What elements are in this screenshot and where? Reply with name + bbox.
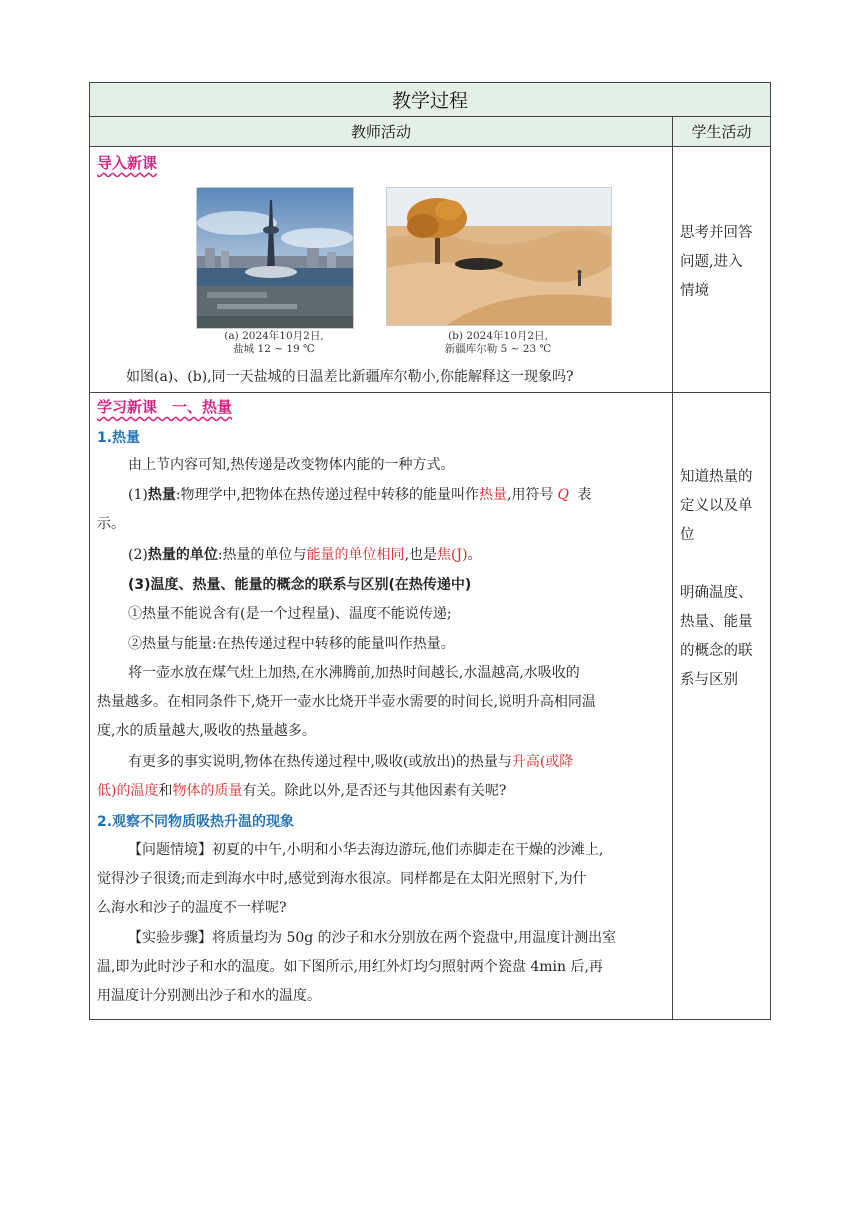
def-text3: 表 — [572, 487, 592, 503]
student-heat-definition — [680, 463, 766, 550]
def-line2: 示。 — [97, 516, 125, 532]
caption-b — [386, 330, 610, 356]
intro-question: 如图(a)、(b),同一天盐城的日温差比新疆库尔勒小,你能解释这一现象吗? — [126, 369, 574, 385]
unit-text3: 。 — [467, 547, 482, 563]
student-concepts — [680, 579, 766, 695]
student1-line3: 位 — [680, 527, 695, 543]
def-symbol: Q — [557, 487, 569, 503]
para-point1: ①热量不能说含有(是一个过程量)、温度不能说传递; — [128, 606, 452, 622]
def-text2: ,用符号 — [507, 487, 554, 503]
intro-student-line1: 思考并回答 — [680, 225, 753, 241]
intro-student-text — [680, 219, 766, 306]
factors-and: 和 — [158, 783, 173, 799]
unit-num: (2) — [128, 547, 148, 563]
problem-line1: 【问题情境】初夏的中午,小明和小华去海边游玩,他们赤脚走在干燥的沙滩上, — [128, 842, 604, 858]
caption-b-line1: (b) 2024年10月2日, — [448, 330, 548, 342]
subsection-2-title: 2.观察不同物质吸热升温的现象 — [97, 814, 295, 830]
student2-line4: 系与区别 — [680, 672, 738, 688]
table-title: 教学过程 — [391, 90, 468, 112]
water-line1: 将一壶水放在煤气灶上加热,在水沸腾前,加热时间越长,水温越高,水吸收的 — [128, 665, 580, 681]
para-factors — [97, 748, 669, 806]
para-intro: 由上节内容可知,热传递是改变物体内能的一种方式。 — [128, 457, 455, 473]
steps-line2: 温,即为此时沙子和水的温度。如下图所示,用红外灯均匀照射两个瓷盘 4min 后,再 — [97, 959, 603, 975]
para-water-example — [97, 659, 669, 746]
intro-student-cell — [673, 147, 770, 392]
factors-text2: 有关。除此以外,是否还与其他因素有关呢? — [242, 783, 507, 799]
caption-b-line2: 新疆库尔勒 5 ~ 23 ℃ — [444, 343, 552, 355]
para-point2: ②热量与能量:在热传递过程中转移的能量叫作热量。 — [128, 636, 455, 652]
desert-tree-image — [387, 188, 611, 325]
city-tower-image — [197, 188, 353, 328]
student2-line2: 热量、能量 — [680, 614, 753, 630]
def-num: (1) — [128, 487, 148, 503]
intro-photos — [90, 187, 673, 357]
intro-teacher-cell — [90, 147, 673, 392]
water-line2: 热量越多。在相同条件下,烧开一壶水比烧开半壶水需要的时间长,说明升高相同温 — [97, 694, 596, 710]
subsection-1-title: 1.热量 — [97, 430, 141, 446]
table-title-row — [90, 83, 770, 117]
para-definition — [97, 481, 669, 539]
problem-line2: 觉得沙子很烫;而走到海水中时,感觉到海水很凉。同样都是在太阳光照射下,为什 — [97, 871, 587, 887]
lesson-student-cell — [673, 393, 770, 1019]
steps-line3: 用温度计分别测出沙子和水的温度。 — [97, 988, 321, 1004]
unit-term: 热量的单位 — [147, 547, 218, 563]
intro-student-line2: 问题,进入 — [680, 254, 743, 270]
lesson-heading: 学习新课 一、热量 — [97, 398, 233, 416]
def-term: 热量 — [147, 487, 176, 503]
para-unit — [97, 541, 669, 570]
para-problem — [97, 836, 669, 923]
water-line3: 度,水的质量越大,吸收的热量越多。 — [97, 723, 316, 739]
steps-line1: 【实验步骤】将质量均为 50g 的沙子和水分别放在两个瓷盘中,用温度计测出室 — [128, 930, 617, 946]
para-concepts-title: (3)温度、热量、能量的概念的联系与区别(在热传递中) — [128, 577, 472, 593]
caption-a-line2: 盐城 12 ~ 19 ℃ — [233, 343, 315, 355]
student2-line1: 明确温度、 — [680, 585, 753, 601]
unit-highlight2: 焦(J) — [437, 547, 468, 563]
photo-korla-desert — [386, 187, 612, 326]
table-header-row — [90, 117, 770, 147]
lesson-row — [90, 393, 770, 1019]
intro-student-line3: 情境 — [680, 283, 709, 299]
lesson-teacher-cell — [90, 393, 673, 1019]
factors-highlight1: 升高(或降 — [511, 754, 574, 770]
teacher-activity-header: 教师活动 — [90, 117, 673, 146]
intro-heading: 导入新课 — [97, 154, 158, 172]
factors-highlight3: 物体的质量 — [172, 783, 243, 799]
caption-a — [196, 330, 352, 356]
student2-line3: 的概念的联 — [680, 643, 753, 659]
unit-text2: ,也是 — [404, 547, 438, 563]
factors-text: 有更多的事实说明,物体在热传递过程中,吸收(或放出)的热量与 — [128, 754, 512, 770]
caption-a-line1: (a) 2024年10月2日, — [224, 330, 324, 342]
factors-highlight2: 低)的温度 — [97, 783, 159, 799]
photo-yancheng-city — [196, 187, 354, 329]
lesson-table — [89, 82, 771, 1020]
student1-line2: 定义以及单 — [680, 498, 753, 514]
def-text: :物理学中,把物体在热传递过程中转移的能量叫作 — [175, 487, 480, 503]
unit-highlight1: 能量的单位相同 — [306, 547, 405, 563]
student-activity-header: 学生活动 — [691, 123, 752, 141]
def-highlight: 热量 — [479, 487, 508, 503]
student1-line1: 知道热量的 — [680, 469, 753, 485]
unit-text: :热量的单位与 — [217, 547, 307, 563]
problem-line3: 么海水和沙子的温度不一样呢? — [97, 900, 287, 916]
intro-row — [90, 147, 770, 393]
para-steps — [97, 924, 669, 1011]
